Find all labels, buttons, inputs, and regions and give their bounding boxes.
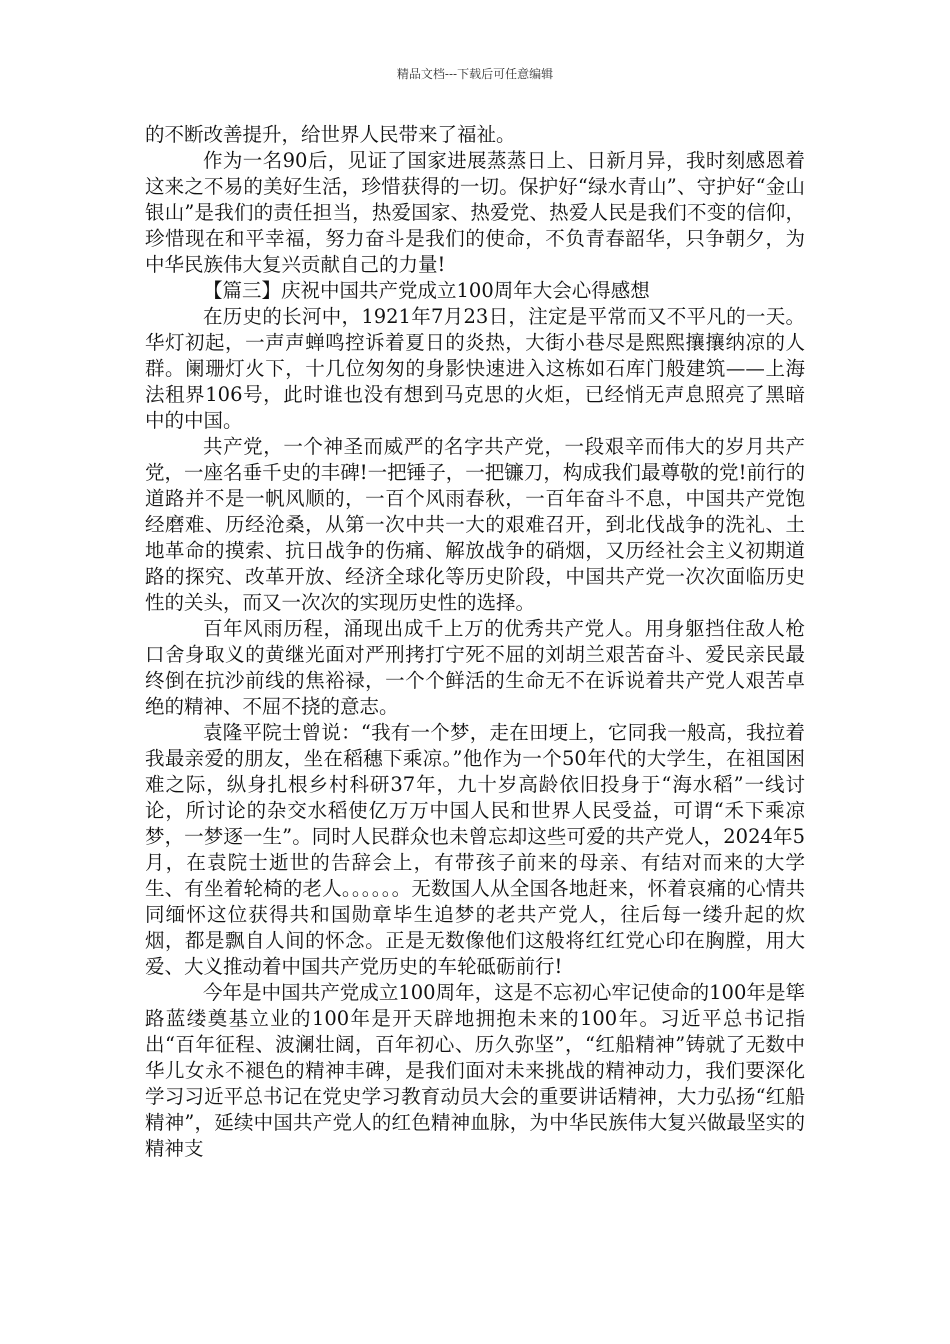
document-body: [145, 122, 805, 1162]
paragraph-history: 在历史的长河中，1921年7月23日，注定是平常而又不平凡的一天。华灯初起，一声声蝉鸣控诉着夏日的炎热，大街小巷尽是熙熙攘攘纳凉的人群。阑珊灯火下，十几位匆匆的身影快速进入这栋如石库门般建筑——上海法租界106号，此时谁也没有想到马克思的火炬，已经悄无声息照亮了黑暗中的中国。: [145, 305, 805, 432]
paragraph-centenary: 今年是中国共产党成立100周年，这是不忘初心牢记使命的100年是筚路蓝缕奠基立业的100年是开天辟地拥抱未来的100年。习近平总书记指出“百年征程、波澜壮阔，百年初心、历久弥坚”，“红船精神”铸就了无数中华儿女永不褪色的精神丰碑，是我们面对未来挑战的精神动力，我们要深化学习习近平总书记在党史学习教育动员大会的重要讲话精神，大力弘扬“红船精神”，延续中国共产党人的红色精神血脉，为中华民族伟大复兴做最坚实的精神支: [145, 981, 805, 1160]
paragraph-party: 共产党，一个神圣而威严的名字共产党，一段艰辛而伟大的岁月共产党，一座名垂千史的丰碑!一把锤子，一把镰刀，构成我们最尊敬的党!前行的道路并不是一帆风顺的，一百个风雨春秋，一百年奋斗不息，中国共产党饱经磨难、历经沧桑，从第一次中共一大的艰难召开，到北伐战争的洗礼、土地革命的摸索、抗日战争的伤痛、解放战争的硝烟，又历经社会主义初期道路的探究、改革开放、经济全球化等历史阶段，中国共产党一次次面临历史性的关头，而又一次次的实现历史性的选择。: [145, 435, 805, 614]
paragraph-yuan-longping: 袁隆平院士曾说：“我有一个梦，走在田埂上，它同我一般高，我拉着我最亲爱的朋友，坐在稻穗下乘凉。”他作为一个50年代的大学生，在祖国困难之际，纵身扎根乡村科研37年，九十岁高龄依旧投身于“海水稻”一线讨论，所讨论的杂交水稻使亿万万中国人民和世界人民受益，可谓“禾下乘凉梦，一梦逐一生”。同时人民群众也未曾忘却这些可爱的共产党人，2024年5月，在袁院士逝世的告辞会上，有带孩子前来的母亲、有结对而来的大学生、有坐着轮椅的老人。。。。。。无数国人从全国各地赶来，怀着哀痛的心情共同缅怀这位获得共和国勋章毕生追梦的老共产党人，往后每一缕升起的炊烟，都是飘自人间的怀念。正是无数像他们这般将红红党心印在胸膛，用大爱、大义推动着中国共产党历史的车轮砥砺前行!: [145, 721, 805, 978]
paragraph-continuation: 的不断改善提升，给世界人民带来了福祉。: [145, 123, 516, 146]
page-header: 精品文档---下载后可任意编辑: [396, 67, 554, 81]
paragraph-heroes: 百年风雨历程，涌现出成千上万的优秀共产党人。用身躯挡住敌人枪口舍身取义的黄继光面对严刑拷打宁死不屈的刘胡兰艰苦奋斗、爱民亲民最终倒在抗沙前线的焦裕禄，一个个鲜活的生命无不在诉说着共产党人艰苦卓绝的精神、不屈不挠的意志。: [145, 617, 805, 718]
section-heading: 【篇三】庆祝中国共产党成立100周年大会心得感想: [203, 279, 650, 302]
paragraph-post90s: 作为一名90后，见证了国家进展蒸蒸日上、日新月异，我时刻感恩着这来之不易的美好生活，珍惜获得的一切。保护好“绿水青山”、守护好“金山银山”是我们的责任担当，热爱国家、热爱党、热爱人民是我们不变的信仰，珍惜现在和平幸福，努力奋斗是我们的使命，不负青春韶华，只争朝夕，为中华民族伟大复兴贡献自己的力量!: [145, 149, 805, 276]
